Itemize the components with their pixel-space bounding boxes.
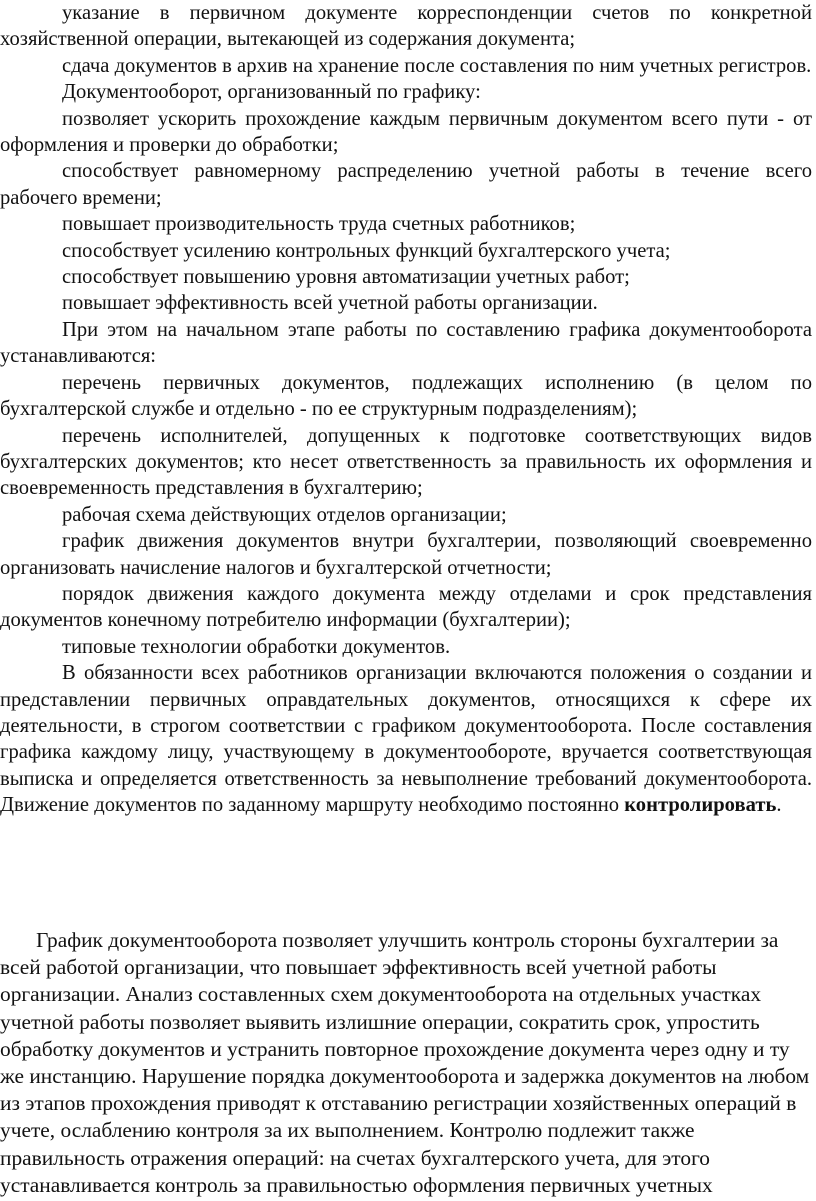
paragraph: типовые технологии обработки документов. bbox=[62, 635, 451, 658]
paragraph: повышает эффективность всей учетной работы организации. bbox=[62, 292, 598, 315]
paragraph: порядок движения каждого документа между отделами и срок представления документов конечному потребителю информации (бухгалтерии); bbox=[0, 582, 812, 632]
duties-paragraph bbox=[0, 660, 816, 818]
paragraph: способствует равномерному распределению учетной работы в течение всего рабочего времени; bbox=[0, 160, 812, 209]
duties-end: . bbox=[776, 794, 782, 817]
paragraph: способствует усилению контрольных функций бухгалтерского учета; bbox=[62, 239, 671, 262]
paragraph: способствует повышению уровня автоматизации учетных работ; bbox=[62, 266, 630, 289]
paragraph: сдача документов в архив на хранение после составления по ним учетных регистров. bbox=[62, 54, 812, 77]
paragraph: рабочая схема действующих отделов организации; bbox=[62, 503, 507, 526]
paragraph: указание в первичном документе корреспонденции счетов по конкретной хозяйственной операции, вытекающей из содержания документа; bbox=[0, 2, 812, 51]
bold-keyword: контролировать bbox=[624, 794, 777, 817]
paragraph: перечень первичных документов, подлежащих исполнению (в целом по бухгалтерской службе и отдельно - по ее структурным подразделениям); bbox=[0, 371, 812, 421]
paragraph: перечень исполнителей, допущенных к подготовке соответствующих видов бухгалтерских документов; кто несет ответственность за правильность их оформления и своевременность представления в бухгалтерию; bbox=[0, 424, 812, 500]
final-paragraph: График документооборота позволяет улучшить контроль стороны бухгалтерии за всей работой организации, что повышает эффективность всей учетной работы организации. Анализ составленных схем документооборота на отдельных участках учетной работы позволяет выявить излишние операции, сократить срок, упростить обработку документов и устранить повторное прохождение документа через одну и ту же инстанцию. Нарушение порядка документооборота и задержка документов на любом из этапов прохождения приводят к отставанию регистрации хозяйственных операций в учете, ослаблению контроля за их выполнением. Контролю подлежит также правильность отражения операций: на счетах бухгалтерского учета, для этого устанавливается контроль за правильностью оформления первичных учетных bbox=[0, 928, 810, 1197]
paragraph: график движения документов внутри бухгалтерии, позволяющий своевременно организовать начисление налогов и бухгалтерской отчетности; bbox=[0, 530, 812, 579]
final-text-block bbox=[0, 927, 816, 1199]
paragraph: Документооборот, организованный по графику: bbox=[62, 81, 481, 104]
paragraph: позволяет ускорить прохождение каждым первичным документом всего пути - от оформления и проверки до обработки; bbox=[0, 107, 812, 157]
paragraph: При этом на начальном этапе работы по составлению графика документооборота устанавливаются: bbox=[0, 318, 812, 368]
duties-text: В обязанности всех работников организации включаются положения о создании и представлении первичных оправдательных документов, относящихся к сфере их деятельности, в строгом соответствии с графиком документооборота. После составления графика каждому лицу, участвующему в документообороте, вручается соответствующая выписка и определяется ответственность за невыполнение требований документооборота. Движение документов по заданному маршруту необходимо постоянно bbox=[0, 662, 812, 817]
paragraph: повышает производительность труда счетных работников; bbox=[62, 213, 576, 236]
